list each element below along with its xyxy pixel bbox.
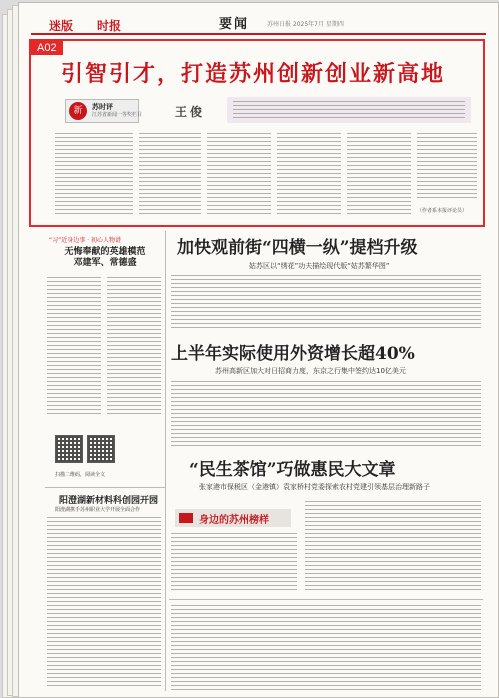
story-3-body-b xyxy=(305,501,481,593)
sidebar-tag: “习”近身边事 · 初心人物谱 xyxy=(49,237,121,244)
sidebar-title-line-1: 无悔奉献的英雄模范 xyxy=(64,247,146,257)
byline: 王俊 xyxy=(175,105,206,119)
column-badge-sub: 江苏省新闻一等奖栏目 xyxy=(92,112,143,118)
lower-body xyxy=(171,605,481,691)
featured-body-col-6 xyxy=(417,133,477,201)
masthead-ear-right: 时报 xyxy=(97,19,122,33)
story-2-headline: 上半年实际使用外资增长超40% xyxy=(171,344,415,364)
qr-code-icon[interactable] xyxy=(55,435,83,463)
banner-label: 身边的苏州榜样 xyxy=(199,515,269,526)
sidebar-title-line-2: 邓建军、常德盛 xyxy=(73,258,137,268)
featured-body-col-1 xyxy=(55,133,133,217)
featured-body-col-2 xyxy=(139,133,201,217)
qr-code-icon[interactable] xyxy=(87,435,115,463)
page-tag: A02 xyxy=(31,41,63,55)
sidebar-bottom-headline: 阳澄湖新材料科创园开园 xyxy=(59,496,159,506)
section-label: 要闻 xyxy=(219,17,250,32)
story-2-body xyxy=(171,381,481,447)
column-badge-title: 苏时评 xyxy=(92,103,113,111)
story-2-subhead: 苏州高新区加大对日招商力度，东京之行集中签约达10亿美元 xyxy=(215,367,406,375)
header-rule xyxy=(31,33,486,35)
column-divider xyxy=(165,231,166,691)
sidebar-divider xyxy=(45,487,165,488)
summary-box xyxy=(227,97,471,123)
sidebar-body-right xyxy=(107,277,161,417)
end-note: （作者系本报评论员） xyxy=(417,208,468,214)
story-divider xyxy=(169,599,483,600)
featured-body-col-4 xyxy=(277,133,341,217)
featured-body-col-3 xyxy=(207,133,271,217)
featured-article-frame[interactable] xyxy=(29,39,485,227)
story-1-subhead: 姑苏区以“绣花”功夫描绘现代版“姑苏繁华图” xyxy=(249,262,390,270)
header-meta: 苏州日报 2025年7月 星期四 xyxy=(267,21,344,28)
sidebar-bottom-subhead: 阳澄湖携手苏州职业大学开展全面合作 xyxy=(55,507,141,513)
column-badge xyxy=(65,99,143,123)
sidebar-bottom-body xyxy=(47,517,161,687)
story-3-subhead: 张家港市保税区（金港镇）袁家桥村党委探索农村党建引领基层治理新路子 xyxy=(199,483,430,491)
story-1-body xyxy=(171,275,481,331)
summary-text-lines xyxy=(233,101,465,119)
qr-caption: 扫描二维码，阅读全文 xyxy=(55,472,106,478)
flag-icon xyxy=(179,513,193,523)
featured-headline: 引智引才，打造苏州创新创业新高地 xyxy=(61,61,446,87)
newspaper-page xyxy=(18,2,499,698)
masthead-ear-left: 迷版 xyxy=(49,19,74,33)
story-3-headline: “民生茶馆”巧做惠民大文章 xyxy=(189,460,396,480)
sidebar-title xyxy=(49,247,161,269)
feature-banner xyxy=(175,509,291,527)
story-3-body-a xyxy=(171,533,297,593)
column-logo-icon: 新 xyxy=(69,102,87,120)
story-1-headline: 加快观前街“四横一纵”提档升级 xyxy=(177,238,418,258)
featured-body-col-5 xyxy=(347,133,411,217)
sidebar-body-left xyxy=(47,277,101,417)
